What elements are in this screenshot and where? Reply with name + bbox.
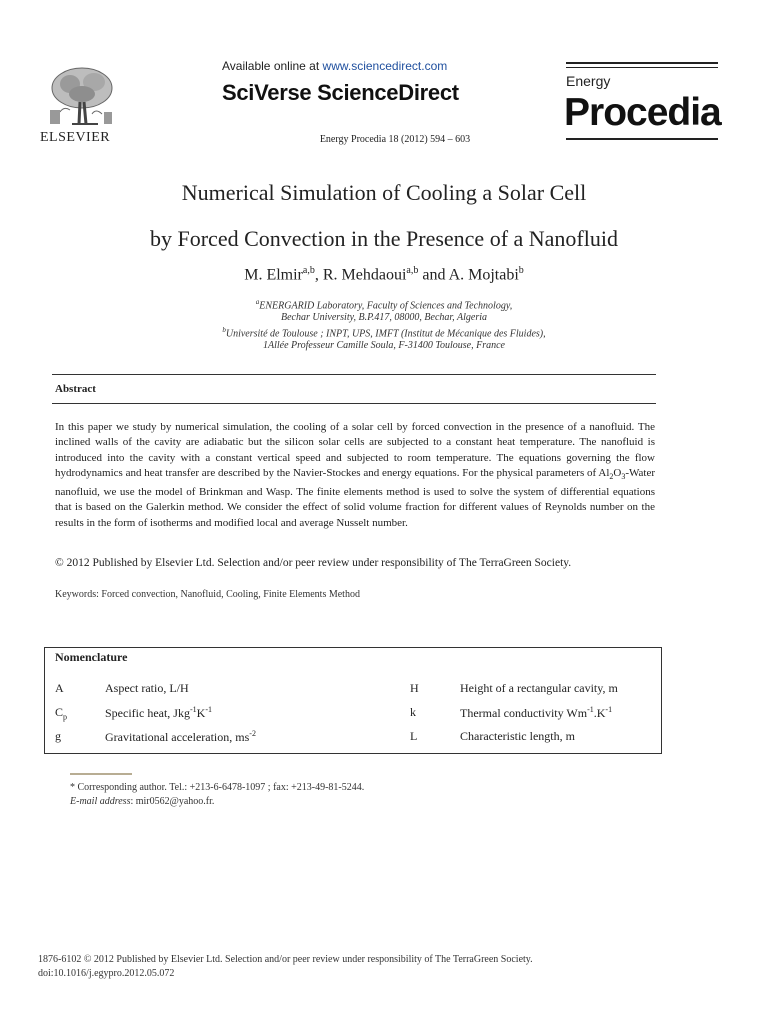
description-text: Thermal conductivity Wm — [460, 706, 588, 720]
available-online — [222, 59, 447, 73]
issn-copyright-line: 1876-6102 © 2012 Published by Elsevier Ltd. Selection and/or peer review under responsibility of The TerraGreen Society. — [38, 954, 533, 965]
paper-title-line2: by Forced Convection in the Presence of a Nanofluid — [150, 226, 618, 251]
brand-energy: Energy — [566, 73, 611, 89]
description-text: Specific heat, Jkg — [105, 706, 190, 720]
affiliation-b-line1 — [0, 326, 768, 339]
email-value[interactable]: : mir0562@yahoo.fr. — [130, 796, 215, 807]
nomenclature-description — [105, 729, 256, 745]
nomenclature-description — [105, 681, 189, 696]
author-affiliation-mark: a,b — [302, 265, 315, 276]
abstract-rule-top — [52, 374, 656, 375]
sciencedirect-link[interactable]: www.sciencedirect.com — [322, 59, 448, 73]
symbol-text: g — [55, 729, 61, 743]
symbol-text: k — [410, 705, 416, 719]
nomenclature-symbol — [55, 681, 64, 696]
author-separator: and — [418, 266, 449, 284]
formula-subscript: 3 — [621, 472, 626, 482]
unit-exponent: -1 — [205, 705, 212, 714]
keywords: Keywords: Forced convection, Nanofluid, Cooling, Finite Elements Method — [55, 589, 360, 600]
symbol-subscript: p — [63, 712, 68, 722]
unit-exponent: -1 — [605, 705, 613, 714]
brand-rule-top-thin — [566, 67, 718, 68]
nomenclature-description — [460, 705, 612, 721]
author-name: R. Mehdaoui — [322, 266, 407, 284]
nomenclature-description — [460, 729, 575, 744]
author-affiliation-mark: a,b — [406, 265, 419, 276]
brand-procedia: Procedia — [564, 91, 721, 134]
unit-exponent: -2 — [249, 729, 256, 738]
nomenclature-symbol — [410, 681, 419, 696]
paper-title-line1: Numerical Simulation of Cooling a Solar Cell — [181, 180, 587, 205]
author-list — [0, 265, 768, 284]
symbol-text: L — [410, 729, 418, 743]
description-text: Characteristic length, m — [460, 729, 575, 743]
nomenclature-symbol — [410, 729, 417, 744]
journal-reference: Energy Procedia 18 (2012) 594 – 603 — [319, 134, 471, 145]
corresponding-author-note: * Corresponding author. Tel.: +213-6-6478-1097 ; fax: +213-49-81-5244. — [70, 782, 365, 793]
available-prefix: Available online at — [222, 59, 323, 73]
nomenclature-description — [105, 705, 212, 721]
doi-line[interactable]: doi:10.1016/j.egypro.2012.05.072 — [38, 968, 175, 979]
email-note — [70, 796, 214, 807]
copyright-notice: © 2012 Published by Elsevier Ltd. Selection and/or peer review under responsibility of The TerraGreen Society. — [55, 557, 572, 569]
affiliation-text: ENERGARID Laboratory, Faculty of Sciences and Technology, — [259, 300, 513, 312]
affiliation-b-line2: 1Allée Professeur Camille Soula, F-31400 Toulouse, France — [262, 340, 505, 351]
symbol-text: H — [410, 681, 419, 695]
author-name: M. Elmir — [244, 266, 303, 284]
abstract-text-part: In this paper we study by numerical simulation, the cooling of a solar cell by forced convection in the presence of a nanofluid. The inclined walls of the cavity are adiabatic but the silicon solar cells are subjected to a constant heat temperature. The nanofluid is introduced into the cavity with a constant vertical speed and subjected to room temperature. The equations governing the flow hydrodynamics and heat transfer are described by the Navier-Stockes and energy equations. For the physical parameters of Al — [55, 421, 655, 480]
nomenclature-symbol — [55, 729, 61, 744]
brand-rule-top — [566, 62, 718, 64]
brand-rule-bottom — [566, 138, 718, 140]
description-text: Height of a rectangular cavity, m — [460, 681, 618, 695]
description-text: Aspect ratio, L/H — [105, 681, 189, 695]
description-text: Gravitational acceleration, ms — [105, 730, 250, 744]
unit-exponent: -1 — [587, 705, 594, 714]
platform-logo: SciVerse ScienceDirect — [222, 80, 459, 105]
affiliation-mark: a — [255, 298, 260, 306]
nomenclature-description — [460, 681, 618, 696]
abstract-text — [55, 420, 655, 531]
affiliation-a-line2: Bechar University, B.P.417, 08000, Bechar, Algeria — [281, 312, 487, 323]
symbol-text: A — [55, 681, 64, 695]
footnote-rule — [70, 773, 132, 775]
abstract-rule-bottom — [52, 403, 656, 404]
affiliation-mark: b — [222, 326, 226, 334]
nomenclature-symbol — [55, 705, 67, 721]
email-label: E-mail address — [70, 796, 131, 807]
abstract-text-part: -Water nanofluid, we use the model of Brinkman and Wasp. The finite elements method is used to solve the system of differential equations that is based on the Galerkin method. We consider the effect of solid volume fraction for different values of Reynolds number on the results in the form of isotherms and modified local and average Nusselt number. — [55, 467, 655, 529]
publisher-wordmark: ELSEVIER — [40, 130, 111, 145]
unit-exponent: -1 — [189, 705, 197, 714]
unit-text: K — [196, 706, 206, 720]
affiliation-a-line1 — [0, 298, 768, 311]
author-affiliation-mark: b — [518, 265, 524, 276]
unit-text: .K — [593, 706, 606, 720]
nomenclature-title: Nomenclature — [55, 650, 128, 664]
affiliation-text: Université de Toulouse ; INPT, UPS, IMFT (Institut de Mécanique des Fluides), — [225, 328, 546, 340]
abstract-heading: Abstract — [55, 383, 96, 395]
abstract-text-part: O — [613, 467, 622, 480]
author-separator: , — [314, 266, 323, 284]
author-name: A. Mojtabi — [448, 266, 519, 284]
symbol-text: C — [55, 705, 64, 719]
nomenclature-symbol — [410, 705, 416, 720]
formula-subscript: 2 — [609, 472, 614, 482]
